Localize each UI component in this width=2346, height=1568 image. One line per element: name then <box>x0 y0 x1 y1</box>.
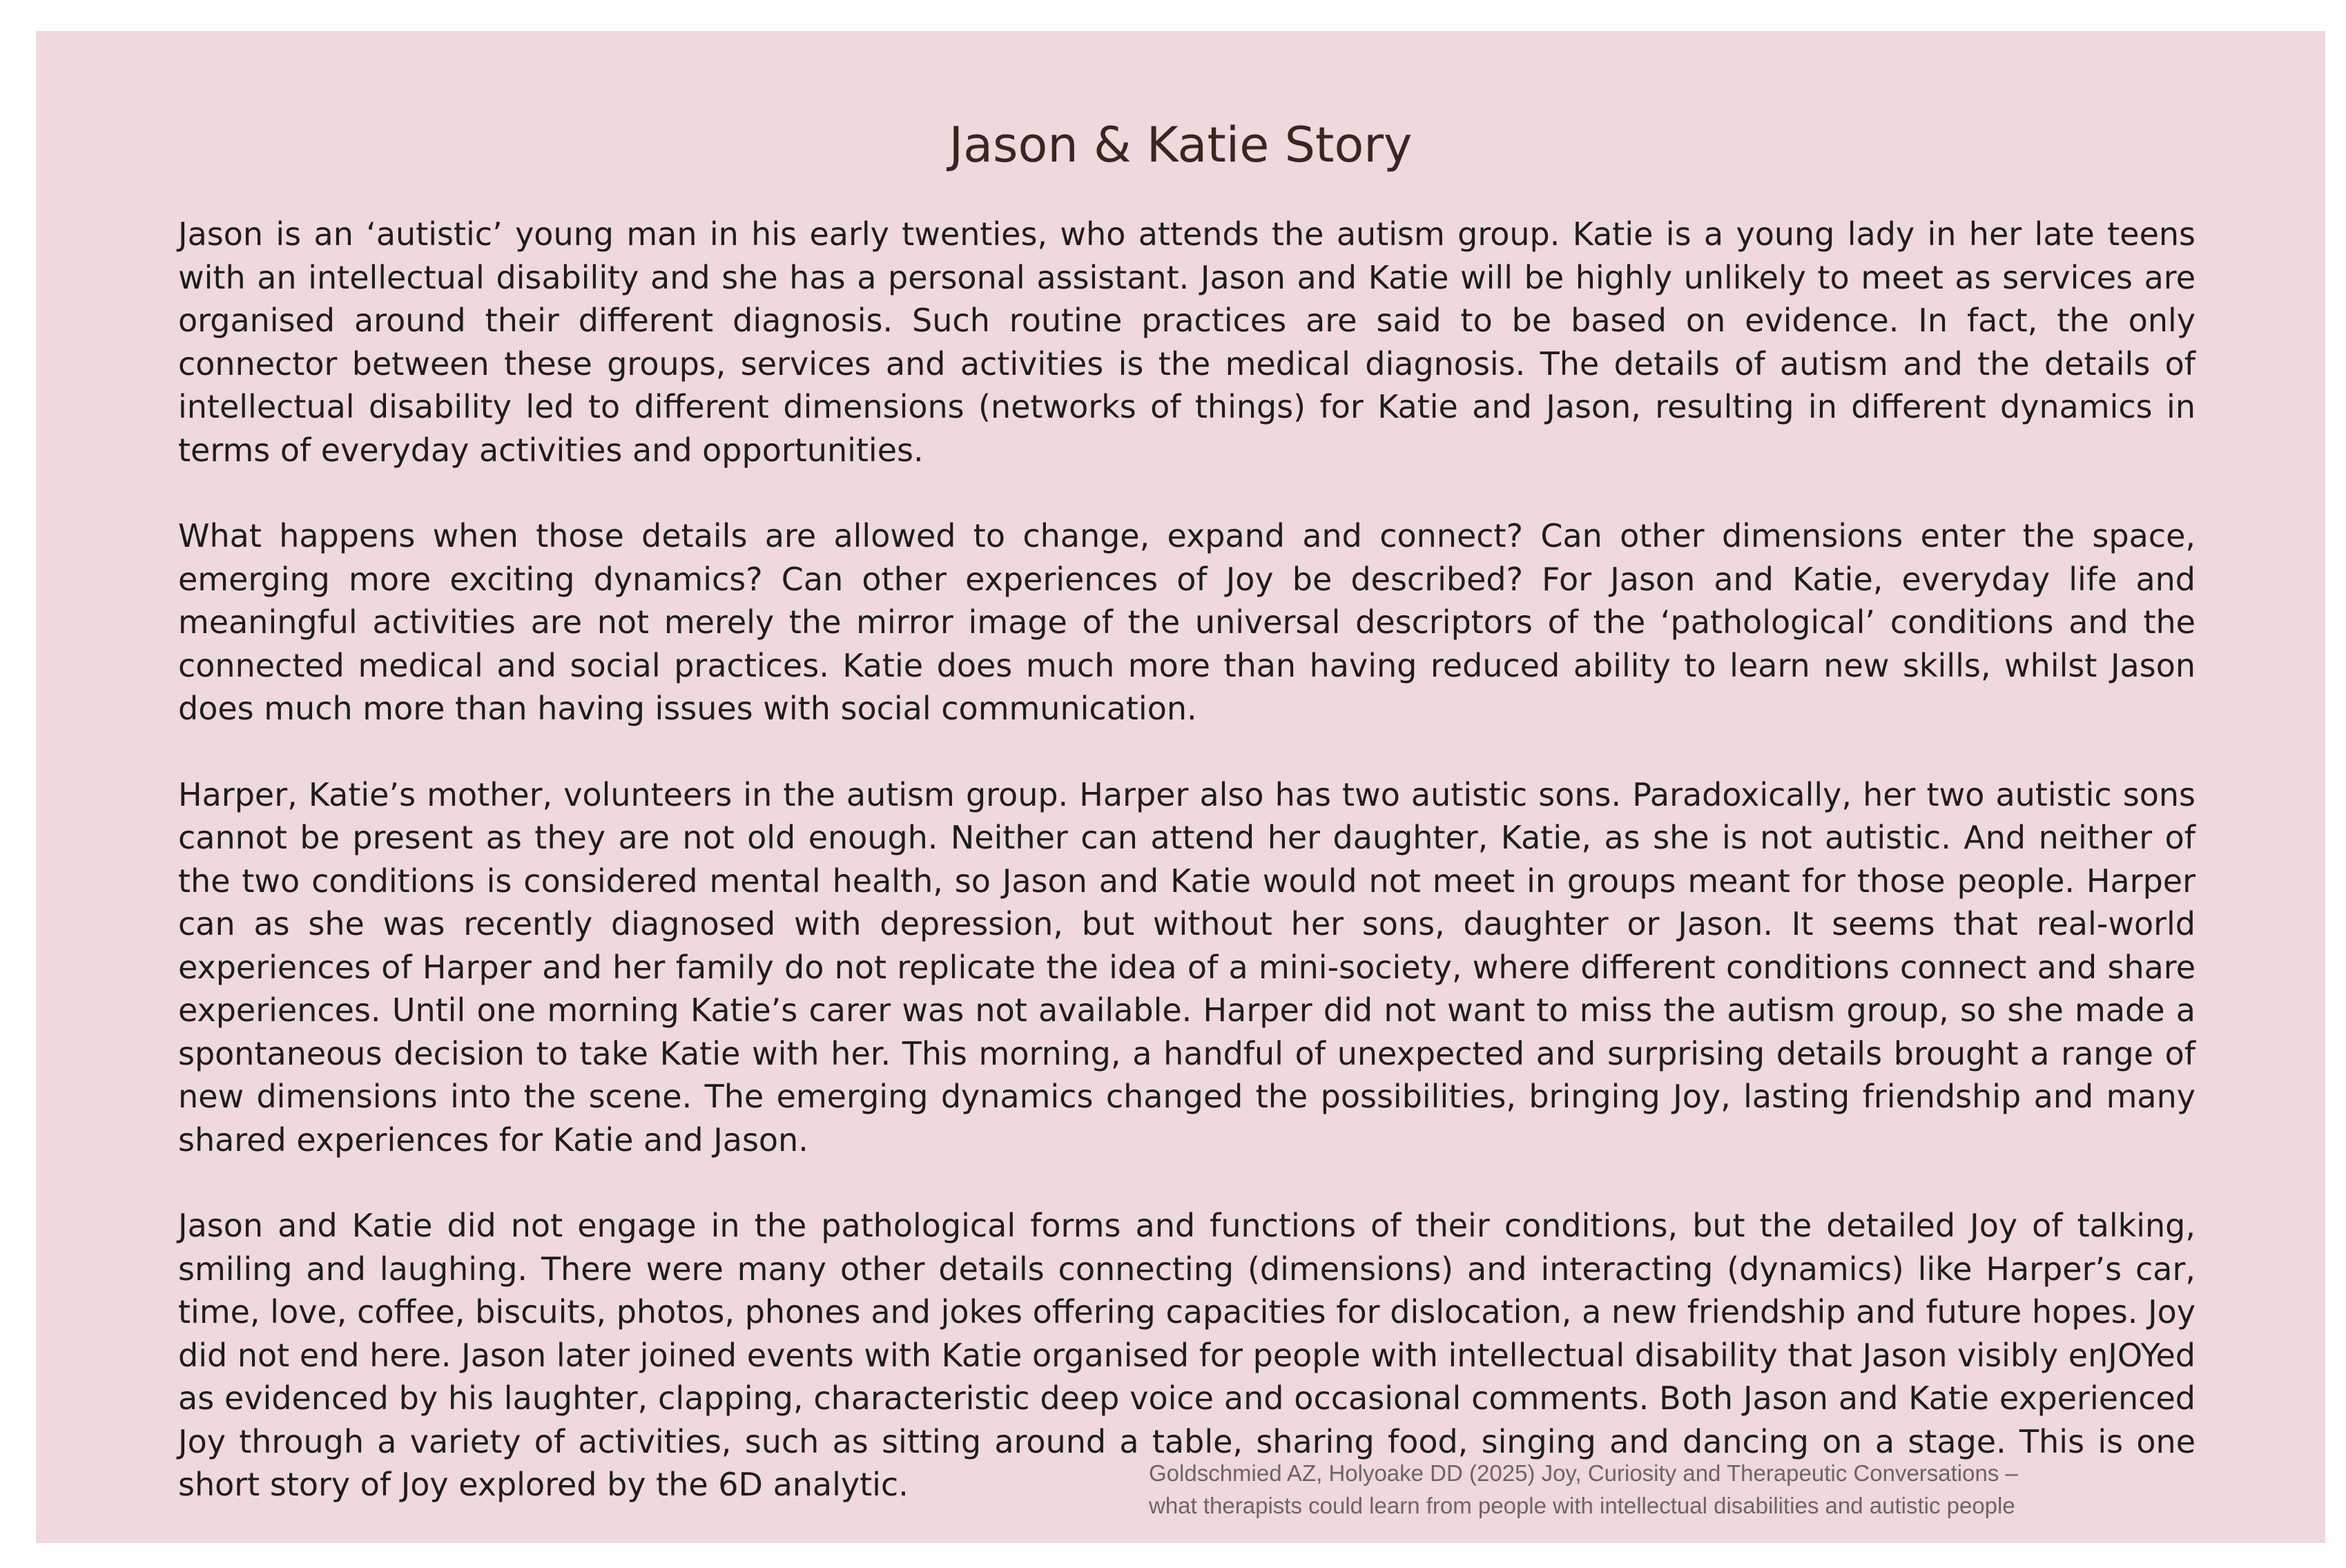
citation-line-1: Goldschmied AZ, Holyoake DD (2025) Joy, Curiosity and Therapeutic Conversations – <box>1149 1460 2018 1486</box>
story-paragraph-1: Jason is an ‘autistic’ young man in his early twenties, who attends the autism group. Katie is a young lady in her late teens with an intellectual disability and she has a personal assistant. Jason and Katie will be highly unlikely to meet as services are organised around their different diagnosis. Such routine practices are said to be based on evidence. In fact, the only connector between these groups, services and activities is the medical diagnosis. The details of autism and the details of intellectual disability led to different dimensions (networks of things) for Katie and Jason, resulting in different dynamics in terms of everyday activities and opportunities. <box>178 215 2195 469</box>
story-paragraph-4: Jason and Katie did not engage in the pathological forms and functions of their conditions, but the detailed Joy of talking, smiling and laughing. There were many other details connecting (dimensions) and interacting (dynamics) like Harper’s car, time, love, coffee, biscuits, photos, phones and jokes offering capacities for dislocation, a new friendship and future hopes. Joy did not end here. Jason later joined events with Katie organised for people with intellectual disability that Jason visibly enJOYed as evidenced by his laughter, clapping, characteristic deep voice and occasional comments. Both Jason and Katie experienced Joy through a variety of activities, such as sitting around a table, sharing food, singing and dancing on a stage. This is one short story of Joy explored by the 6D analytic. <box>178 1207 2195 1503</box>
story-paragraph-3: Harper, Katie’s mother, volunteers in the autism group. Harper also has two autistic sons. Paradoxically, her two autistic sons cannot be present as they are not old enough. Neither can attend her daughter, Katie, as she is not autistic. And neither of the two conditions is considered mental health, so Jason and Katie would not meet in groups meant for those people. Harper can as she was recently diagnosed with depression, but without her sons, daughter or Jason. It seems that real-world experiences of Harper and her family do not replicate the idea of a mini-society, where different conditions connect and share experiences. Until one morning Katie’s carer was not available. Harper did not want to miss the autism group, so she made a spontaneous decision to take Katie with her. This morning, a handful of unexpected and surprising details brought a range of new dimensions into the scene. The emerging dynamics changed the possibilities, bringing Joy, lasting friendship and many shared experiences for Katie and Jason. <box>178 775 2195 1159</box>
page-title: Jason & Katie Story <box>949 117 1413 173</box>
story-card <box>36 31 2325 1543</box>
story-paragraph-2: What happens when those details are allowed to change, expand and connect? Can other dimensions enter the space, emerging more exciting dynamics? Can other experiences of Joy be described? For Jason and Katie, everyday life and meaningful activities are not merely the mirror image of the universal descriptors of the ‘pathological’ conditions and the connected medical and social practices. Katie does much more than having reduced ability to learn new skills, whilst Jason does much more than having issues with social communication. <box>178 517 2195 727</box>
citation <box>1149 1457 2222 1522</box>
citation-line-2: what therapists could learn from people with intellectual disabilities and autistic people <box>1149 1493 2015 1518</box>
story-body <box>178 213 2195 1507</box>
